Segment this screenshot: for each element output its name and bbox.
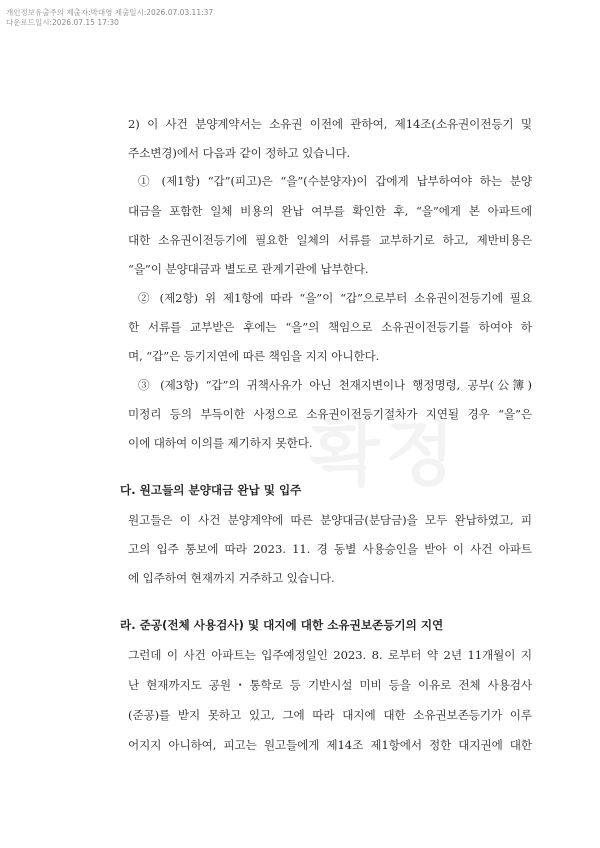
para2-line-1: 2) 이 사건 분양계약서는 소유권 이전에 관하여, 제14조(소유권이전등기 및 [128, 117, 532, 131]
section-ra-line-4: 어지지 아니하여, 피고는 원고들에게 제14조 제1항에서 정한 대지권에 대한 [128, 738, 532, 752]
item1-line-1: ① (제1항) “갑”(피고)은 “을”(수분양자)이 갑에게 납부하여야 하는 분양 [138, 174, 532, 188]
section-da-line-1: 원고들은 이 사건 분양계약에 따른 분양대금(분담금)을 모두 완납하였고, 피 [128, 513, 532, 527]
stamp-line-1: 개인정보유출주의 제출자:박대영 제출일시:2026.07.03.11:37 [6, 8, 214, 17]
item2-line-3: 며, “갑”은 등기지연에 따른 책임을 지지 아니한다. [128, 349, 380, 363]
section-da-line-3: 에 입주하여 현재까지 거주하고 있습니다. [128, 571, 335, 585]
section-ra-line-3: (준공)를 받지 못하고 있고, 그에 따라 대지에 대한 소유권보존등기가 이루 [128, 708, 532, 722]
watermark: 확정 [310, 411, 462, 495]
item1-line-3: 대한 소유권이전등기에 필요한 일체의 서류를 교부하기로 하고, 제반비용은 [128, 233, 532, 247]
section-ra-line-2: 난 현재까지도 공원・통학로 등 기반시설 미비 등을 이유로 전체 사용검사 [128, 678, 532, 692]
item3-line-2: 미정리 등의 부득이한 사정으로 소유권이전등기절차가 지연될 경우 “을”은 [128, 407, 532, 421]
item1-line-4: “을”이 분양대금과 별도로 관계기관에 납부한다. [128, 262, 369, 276]
section-ra-line-1: 그런데 이 사건 아파트는 입주예정일인 2023. 8. 로부터 약 2년 11개월이 지 [128, 648, 532, 662]
item3-line-1: ③ (제3항) “갑”의 귀책사유가 아닌 천재지변이나 행정명령, 공부(公簿) [138, 378, 532, 392]
stamp-line-2: 다운로드일시:2026.07.15 17:30 [6, 18, 119, 27]
item2-line-1: ② (제2항) 위 제1항에 따라 “을”이 “갑”으로부터 소유권이전등기에 필요 [138, 291, 532, 305]
para2-line-2: 주소변경)에서 다음과 같이 정하고 있습니다. [128, 146, 351, 160]
item2-line-2: 한 서류를 교부받은 후에는 “을”의 책임으로 소유권이전등기를 하여야 하 [128, 320, 532, 334]
section-da-heading: 다. 원고들의 분양대금 완납 및 입주 [120, 483, 302, 497]
section-ra-heading: 라. 준공(전체 사용검사) 및 대지에 대한 소유권보존등기의 지연 [120, 618, 444, 632]
item1-line-2: 대금을 포함한 일체 비용의 완납 여부를 확인한 후, “을”에게 본 아파트에 [128, 204, 532, 218]
item3-line-3: 이에 대하여 이의를 제기하지 못한다. [128, 436, 313, 450]
section-da-line-2: 고의 입주 통보에 따라 2023. 11. 경 동별 사용승인을 받아 이 사건 아파트 [128, 542, 532, 556]
